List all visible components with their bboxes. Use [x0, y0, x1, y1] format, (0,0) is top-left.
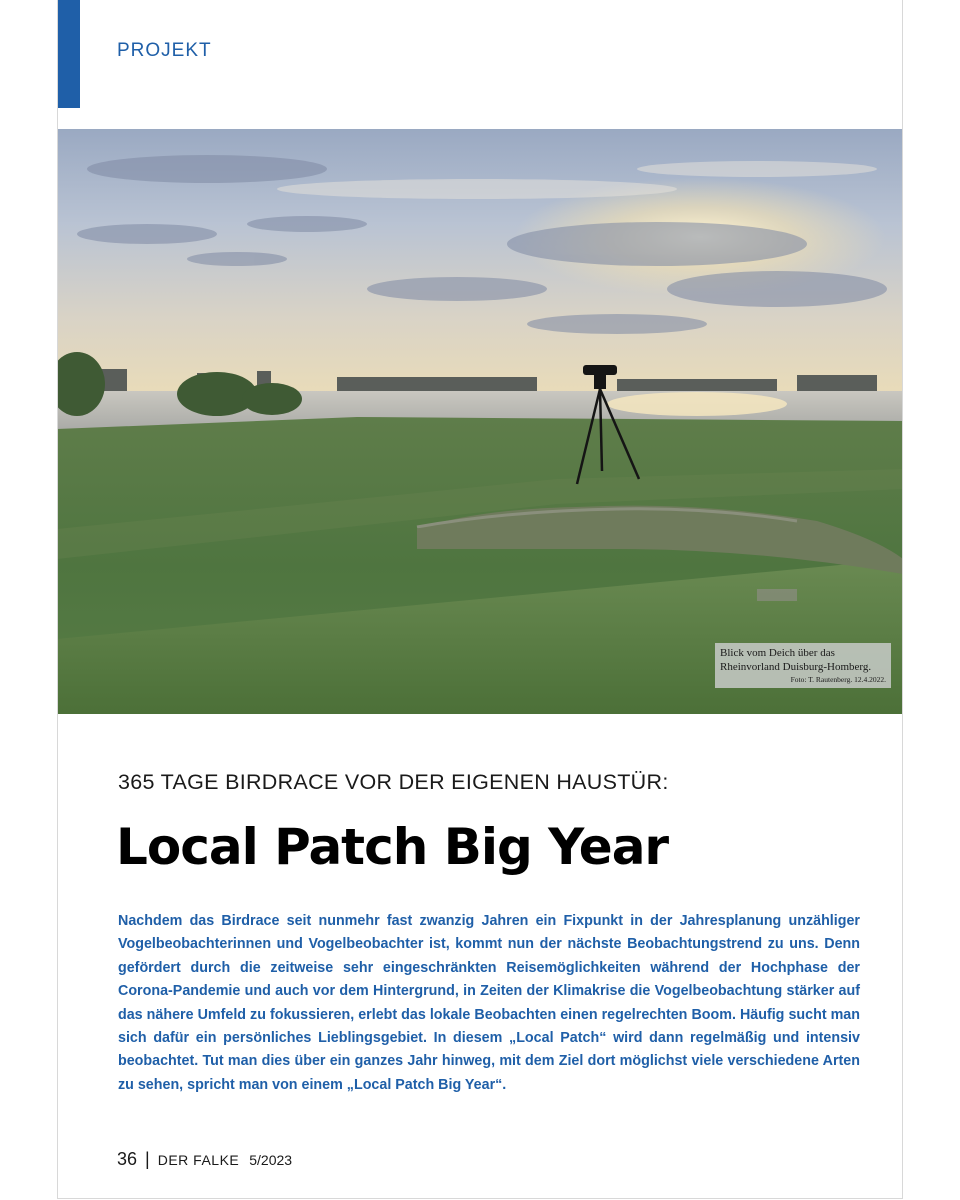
article-headline: Local Patch Big Year [116, 818, 669, 876]
landscape-illustration [57, 129, 903, 714]
magazine-name: DER FALKE [157, 1152, 240, 1168]
page-number: 36 [117, 1149, 138, 1169]
page-footer [117, 1149, 292, 1170]
footer-separator: | [145, 1149, 150, 1169]
article-kicker: 365 TAGE BIRDRACE VOR DER EIGENEN HAUSTÜR: [118, 770, 669, 794]
section-label: PROJEKT [117, 40, 212, 61]
issue-number: 5/2023 [249, 1152, 293, 1168]
photo-credit: Foto: T. Rautenberg. 12.4.2022. [790, 675, 886, 684]
article-lead: Nachdem das Birdrace seit nunmehr fast zwanzig Jahren ein Fixpunkt in der Jahresplanung unzähliger Vogelbeobachterinnen und Vogelbeobachter ist, kommt nun der nächste Beobachtungstrend zu uns. Denn gefördert durch die zeitweise sehr eingeschränkten Reisemöglichkeiten während der Hochphase der Corona-Pandemie und auch vor dem Hintergrund, in Zeiten der Klimakrise die Vogelbeobachtung stärker auf das nähere Umfeld zu fokussieren, erlebt das lokale Beobachten einen regelrechten Boom. Häufig sucht man sich dafür ein persönliches Lieblingsgebiet. In diesem „Local Patch“ wird dann regelmäßig und intensiv beobachtet. Tut man dies über ein ganzes Jahr hinweg, mit dem Ziel dort möglichst viele verschiedene Arten zu sehen, spricht man von einem „Local Patch Big Year“. [118, 913, 860, 1093]
section-accent-bar [57, 0, 80, 108]
hero-photo [57, 129, 903, 714]
photo-caption [715, 643, 891, 688]
caption-text: Blick vom Deich über das Rheinvorland Duisburg-Homberg. [720, 647, 872, 673]
